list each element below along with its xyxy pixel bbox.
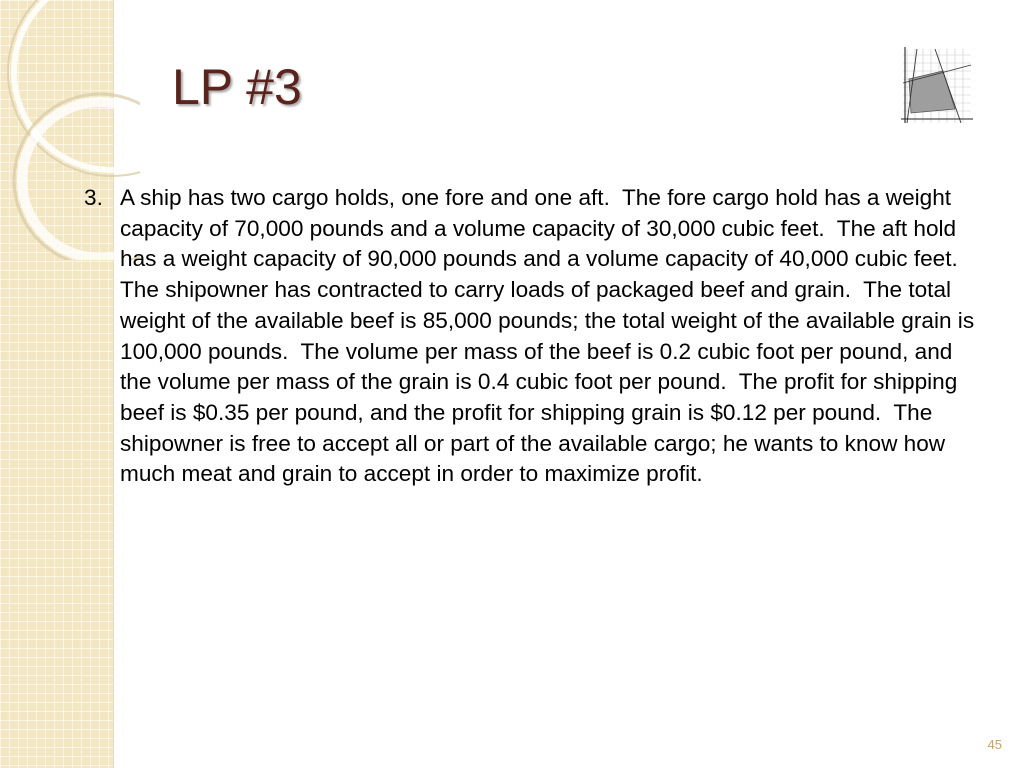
problem-number: 3. — [84, 185, 103, 210]
problem-block — [84, 183, 989, 490]
problem-text: A ship has two cargo holds, one fore and one aft. The fore cargo hold has a weight capacity of 70,000 pounds and a volume capacity of 30,000 cubic feet. The aft hold has a weight capacity of 90,000 pounds and a volume capacity of 40,000 cubic feet. The shipowner has contracted to carry loads of packaged beef and grain. The total weight of the available beef is 85,000 pounds; the total weight of the available grain is 100,000 pounds. The volume per mass of the beef is 0.2 cubic foot per pound, and the volume per mass of the grain is 0.4 cubic foot per pound. The profit for shipping beef is $0.35 per pound, and the profit for shipping grain is $0.12 per pound. The shipowner is free to accept all or part of the available cargo; he wants to know how much meat and grain to accept in order to maximize profit. — [120, 185, 981, 487]
slide-number: 45 — [987, 737, 1002, 752]
feasible-region-graph-icon — [897, 43, 975, 129]
slide-title: LP #3 — [172, 59, 302, 115]
